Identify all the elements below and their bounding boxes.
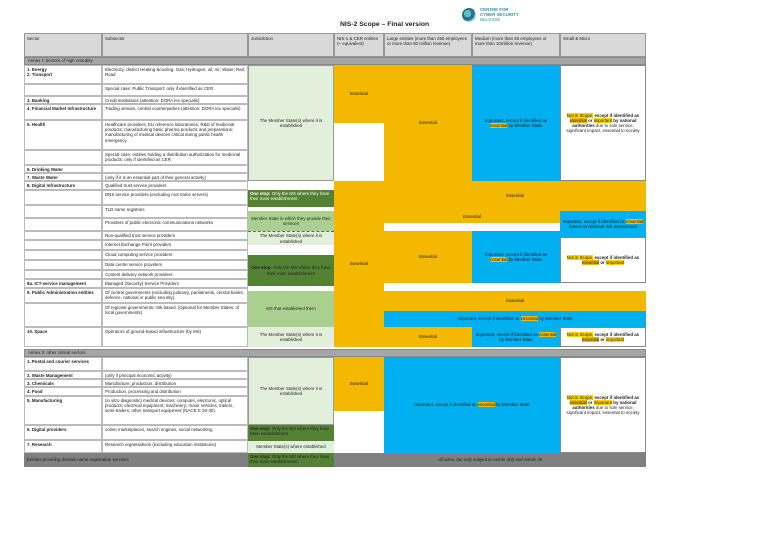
essential-highlight-10: essential [569,399,587,405]
jurisdiction-ms-that-established: MS that established them [248,291,334,327]
or-text-4: or [586,399,594,405]
jurisdiction-established-3: The Member State(s) where it is established [248,327,334,347]
subsector-cell: Of central governments (excluding judiciary, parliaments, central banks; defence, national or public security). [102,288,248,303]
logo-line-2: CYBER SECURITY [480,12,519,17]
large-essential-space: Essential [384,327,472,347]
subsector-cell: Research organisations (excluding education institutions) [102,440,248,453]
by-ms-text-4: by Member State [499,337,533,342]
subsector-cell: Internet Exchange Point providers [102,240,248,250]
sector-cell [24,303,102,327]
or-text-1: or [586,117,594,123]
sector-cell [24,240,102,250]
sector-cell [24,218,102,231]
subsector-cell: Healthcare providers; EU reference laboratories; R&D of medicinal products; manufacturing basic pharma products and preparations; manufacturing of medical devices critical during public health emergency [102,120,248,150]
sector-cell: 5. Manufacturing [24,396,102,425]
header-sector: Sector [24,33,102,57]
subsector-cell: Electricity; district Heating &cooling; Gas; Hydrogen; oil; Air; Water; Rail; Road [102,65,248,84]
small-not-in-scope-1 [560,65,646,181]
essential-highlight-7: essential [538,331,557,337]
medium-important-space [472,327,560,347]
essential-highlight-9: essential [477,402,495,408]
ccb-logo-icon [462,8,476,22]
one-stop-text-4: Only the MS where they have their main establishment [250,454,330,465]
subsector-cell: Providers of public electronic communications networks [102,218,248,231]
sector-cell [24,250,102,260]
jurisdiction-established-annex2: The Member State(s) where it is established [248,357,334,425]
sector-cell: 10. Space [24,327,102,347]
authorities-text-2: by national authorities [572,399,637,410]
small-not-in-scope-annex2 [560,357,646,453]
logo-line-3: BELGIUM [480,17,500,22]
or-text-3: or [599,337,606,342]
one-stop-text-3: Only the MS where they have Main establishment [250,426,330,437]
subsector-cell: DNS service providers (excluding root name servers) [102,190,248,205]
subsector-cell: (in vitro diagnostic) medical devices; computer, electronic, optical products; electrical equipment; machinery; motor vehicles, trailers, semi-trailers; other transport equipment (NACE C 26-30) [102,396,248,425]
important-risk-text: Important, except if identified as [562,218,625,224]
subsector-cell: Trading venues, central counterparties (attention: DORA lex specialis) [102,104,248,120]
sector-cell [24,270,102,279]
essential-highlight-6: essential [520,316,538,322]
essential-highlight-5: essential [581,260,600,265]
subsector-cell: Production, processing and distribution [102,387,248,396]
due-to-text-2: due to sole service, significant impact, essential to society [566,405,640,416]
subsector-cell: Cloud computing service providers [102,250,248,260]
except-text-3: except if identified as [593,331,640,337]
logo-line-1: CENTRE FOR [480,7,509,12]
one-stop-label-4: One stop: [250,454,271,459]
important-text-5: Important, except if identified as [414,402,477,408]
jurisdiction-one-stop-digital [248,425,334,441]
essential-highlight-1: essential [489,123,508,128]
header-subsector: Subsector [102,33,248,57]
by-ms-text-5: by Member State [496,402,530,408]
subsector-cell: Qualified trust service providers [102,181,248,190]
jurisdiction-ms-where-est: Member State(s) where established [248,441,334,453]
important-highlight-3: important [605,337,625,342]
sector-cell: 1. Energy 2. Transport [24,65,102,84]
header-large: Large entities (more than 250 employees or more than 50 million revenue) [384,33,472,57]
important-highlight-2: important [605,260,625,265]
subsector-cell: Non-qualified trust service providers [102,231,248,240]
by-ms-text-3: by Member State [539,316,573,322]
header-nis1-cer: NIS-1 & CER entities (+ equivalent) [334,33,384,57]
important-highlight-4: important [593,399,613,405]
except-text-1: except if identified as [593,112,640,118]
not-in-scope-highlight-1: Not in Scope, [566,112,594,118]
footer-note: All sizes, but only subject to Article 3(4) and Article 28 [334,453,646,467]
essential-highlight-3: essential [625,218,644,224]
sector-cell [24,84,102,96]
jurisdiction-one-stop-dns [248,190,334,207]
sector-cell: 6. Digital providers [24,425,102,440]
except-text-4: except if identified as [593,394,640,400]
footer-domain-registration: Entities providing domain name registration services [24,453,248,467]
sector-cell: 3. Banking [24,96,102,104]
or-text-2: or [599,260,606,265]
sector-cell: 9. Public Administration entities [24,288,102,303]
one-stop-text-1: Only the MS where they have their main establishment [250,191,330,202]
essential-highlight-8: essential [581,337,600,342]
jurisdiction-established-2: The Member State(s) where it is established [248,231,334,245]
sector-cell [24,231,102,240]
not-in-scope-highlight-3: Not in Scope, [566,331,594,337]
medium-important-2 [472,231,560,283]
nis1-essential-1: Essential [334,65,384,123]
subsector-cell: Data centre service providers [102,260,248,270]
due-to-text-1: due to sole service, significant impact, essential to society [566,123,640,134]
annex1-label: Annex I: Sectors of high criticality [24,57,646,65]
subsector-cell: online marketplaces, search engines, social networking [102,425,248,440]
important-text-4: Important, except if identified as [475,331,538,337]
not-in-scope-highlight-4: Not in Scope, [566,394,594,400]
sector-cell [24,150,102,165]
nis1-essential-annex2: Essential [334,357,384,411]
essential-dns-span: Essential [384,181,646,211]
important-highlight-1: important [593,117,613,123]
subsector-cell: Content delivery network providers [102,270,248,279]
header-small-micro: Small & Micro [560,33,646,57]
authorities-text-1: by national authorities [572,117,637,128]
ccb-logo-text [480,7,519,22]
subsector-cell: Credit institutions (attention: DORA lex specialis) [102,96,248,104]
document-title: NIS-2 Scope – Final version [340,21,430,28]
jurisdiction-ms-provide: Member State in which they provide their services [248,211,334,231]
important-text-1: Important, except if identified as [485,117,547,123]
sector-cell: 5. Health [24,120,102,150]
subsector-cell [102,165,248,173]
sector-cell: 3. Chemicals [24,379,102,387]
sector-cell: 8. Digital Infrastructure [24,181,102,190]
subsector-cell: Special case: entities holding a distribution authorization for medicinal products: only if identified as CER [102,150,248,165]
one-stop-label-3: One stop: [250,426,271,431]
not-in-scope-highlight-2: Not in Scope, [566,254,594,260]
important-annex2 [384,357,560,453]
important-regional-admin [384,311,646,327]
subsector-cell: Manufacture, production, distribution [102,379,248,387]
sector-cell [24,205,102,218]
essential-ecn-span: Essential [384,211,560,223]
subsector-cell: Special case: Public Transport: only if identified as CER [102,84,248,96]
jurisdiction-one-stop-domain [248,453,334,467]
sector-cell: 2. Waste Management [24,371,102,379]
one-stop-label-2: One stop: [251,265,272,271]
jurisdiction-one-stop-cloud [248,255,334,286]
important-text-3: Important, except if identified as [457,316,520,322]
except-text-2: except if identified as [593,254,640,260]
sector-cell: 4. Food [24,387,102,396]
subsector-cell [102,357,248,371]
sector-cell [24,260,102,270]
subsector-cell: (only if it is an essential part of their general activity) [102,173,248,181]
subsector-cell: Operators of ground-based infrastructure (by MS) [102,327,248,347]
subsector-cell: (only if principal economic activity) [102,371,248,379]
annex2-label: Annex II: other critical sectors [24,349,646,357]
small-important-ecn [560,211,646,237]
header-jurisdiction: Jurisdiction [248,33,334,57]
sector-cell: 4. Financial Market Infrastructure [24,104,102,120]
by-ms-text-2: by Member State [508,257,542,262]
by-ms-text-1: by Member State [508,123,542,128]
header-medium: Medium (more than 50 employees or more than 10million revenue) [472,33,560,57]
large-essential-2: Essential [384,231,472,283]
one-stop-text-2: Only the MS where they have their main establishment [267,265,331,276]
essential-highlight-4: essential [489,257,508,262]
sector-cell: 8a. ICT-service management [24,279,102,288]
based-risk-text: based on National risk assessment [568,224,638,229]
large-essential-1: Essential [384,65,472,181]
small-not-in-scope-2 [560,237,646,283]
sector-cell: 1. Postal and courier services [24,357,102,371]
sector-cell: 6. Drinking Water [24,165,102,173]
sector-cell [24,190,102,205]
sector-cell: 7. Research [24,440,102,453]
subsector-cell: TLD name registries [102,205,248,218]
nis1-essential-2: Essential [334,181,384,347]
small-not-in-scope-space [560,327,646,347]
jurisdiction-established-1: The Member State(s) where it is established [248,65,334,181]
one-stop-label-1: One stop: [250,191,271,196]
important-text-2: Important, except if identified as [485,251,547,257]
essential-public-admin: Essential [384,291,646,311]
subsector-cell: Of regional governments: risk based. (Optional for Member States: of local governments) [102,303,248,327]
medium-important-1 [472,65,560,181]
subsector-cell: Managed (Security) Service Providers [102,279,248,288]
sector-cell: 7. Waste Water [24,173,102,181]
essential-highlight-2: essential [569,117,587,123]
